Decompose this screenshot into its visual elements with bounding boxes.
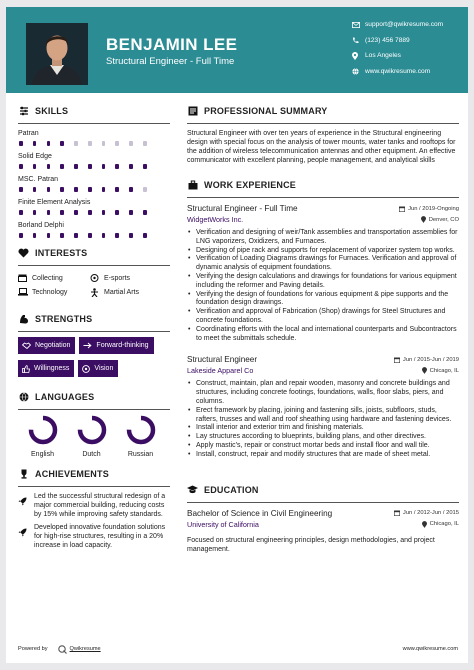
resume-page: [6, 7, 468, 663]
interest-item: E-sports: [90, 271, 162, 285]
job-bullet: • Coordinating efforts with the local and international counterparts and Subcontractors to meet the submittals schedule.: [187, 326, 459, 344]
rating-dot: [102, 141, 106, 146]
rating-dot: [60, 210, 64, 215]
profile-icon: [187, 106, 198, 117]
briefcase-icon: [187, 180, 198, 191]
handshake-icon: [22, 342, 31, 349]
interest-item: Martial Arts: [90, 285, 162, 299]
language-item: [18, 415, 67, 458]
achievements-section: [18, 466, 170, 550]
strength-tag: Vision: [78, 360, 118, 377]
rating-dot: [102, 164, 106, 169]
job-bullet: • Install, construct, repair and modify structures that are made of sheet metal.: [187, 451, 459, 460]
rating-dot: [129, 233, 133, 238]
globe-icon: [352, 68, 365, 75]
achievements-divider: [18, 486, 170, 487]
skills-list: [18, 129, 170, 239]
summary-divider: [187, 123, 459, 124]
job-bullet: • Verification and designing of weir/Tank assemblies and transportation assemblies for LNG vaporizers, Oxidizers, and Furnaces.: [187, 229, 459, 247]
interest-item: Technology: [18, 285, 90, 299]
job-location: Denver, CO: [421, 216, 459, 223]
arrow-forward-icon: [83, 342, 92, 349]
job-dates: Jun / 2015-Jun / 2019: [394, 357, 459, 363]
location-pin-icon: [422, 367, 427, 374]
rating-dot: [60, 164, 64, 169]
rating-dot: [33, 233, 37, 238]
job-bullet: • Construct, maintain, plan and repair wooden, masonry and concrete buildings and structures, including concrete footings, foundations, walls, floor slabs, piers, and columns.: [187, 380, 459, 406]
email-icon: [352, 22, 365, 28]
rating-dot: [60, 187, 64, 192]
skills-heading: SKILLS: [18, 103, 170, 119]
rating-dot: [115, 164, 119, 169]
rating-dot: [60, 233, 64, 238]
rating-dot: [74, 233, 78, 238]
job-bullet: • Verification and approval of Fabrication (Shop) drawings for Steel Structures and concrete foundations.: [187, 308, 459, 326]
rating-dot: [88, 141, 92, 146]
contact-phone[interactable]: (123) 456 7889: [352, 33, 466, 49]
job-bullet: • Verification of Loading Diagrams drawings for Furnaces. Verification and approval of dynamic analysis of equipment foundations.: [187, 255, 459, 273]
rating-dot: [74, 164, 78, 169]
education-section: [187, 482, 459, 554]
rating-dot: [115, 141, 119, 146]
interests-section: [18, 245, 170, 299]
skill-rating: [19, 187, 170, 193]
rating-dot: [74, 141, 78, 146]
skill-name: Finite Element Analysis: [18, 199, 91, 206]
contact-email[interactable]: support@qwikresume.com: [352, 17, 466, 33]
interests-list: [18, 271, 170, 299]
rating-dot: [74, 210, 78, 215]
calendar-icon: [394, 357, 400, 363]
rating-dot: [129, 164, 133, 169]
rating-dot: [19, 164, 23, 169]
interests-heading: INTERESTS: [18, 245, 170, 261]
gamepad-icon: [90, 274, 104, 282]
location-pin-icon: [352, 52, 365, 60]
skill-rating: [19, 233, 170, 239]
rating-dot: [129, 141, 133, 146]
job-entry: [187, 354, 459, 459]
skill-name: MSC. Patran: [18, 176, 59, 183]
experience-heading: WORK EXPERIENCE: [187, 177, 459, 193]
laptop-icon: [18, 288, 32, 296]
skill-name: Borland Delphi: [18, 222, 64, 229]
powered-by-label: Powered by: [18, 646, 48, 652]
languages-divider: [18, 409, 170, 410]
company-name: WidgetWorks Inc.: [187, 215, 244, 224]
rating-dot: [129, 210, 133, 215]
strength-tag: Willingness: [18, 360, 74, 377]
rating-dot: [115, 233, 119, 238]
languages-section: [18, 389, 170, 458]
rating-dot: [102, 233, 106, 238]
language-globe-icon: [18, 392, 29, 403]
skill-rating: [19, 164, 170, 170]
rating-dot: [33, 141, 37, 146]
job-title: Structural Engineer - Full Time: [187, 204, 298, 213]
rating-dot: [47, 164, 51, 169]
degree-title: Bachelor of Science in Civil Engineering: [187, 508, 333, 518]
job-bullet: • Verifying the design of foundations for various equipment & pipe supports and the foundation design drawings.: [187, 291, 459, 309]
rating-dot: [19, 233, 23, 238]
hearts-icon: [18, 248, 29, 259]
job-bullet: • Designing of pipe rack and supports for replacement of vaporizer system top works.: [187, 247, 459, 256]
brand-name[interactable]: Qwikresume: [69, 646, 101, 652]
achievement-item: Led the successful structural redesign of a major commercial building, reducing costs by 15% while improving safety standards.: [18, 492, 170, 519]
strength-tag: Negotiation: [18, 337, 75, 354]
left-column: [18, 103, 170, 554]
rating-dot: [102, 187, 106, 192]
skill-rating: [19, 210, 170, 216]
company-name: Lakeside Apparel Co: [187, 366, 254, 376]
skills-section: [18, 103, 170, 239]
education-heading: EDUCATION: [187, 482, 459, 498]
job-bullet: • Erect framework by placing, joining and fastening sills, joists, subfloors, studs, rafters, trusses and wall and roof sheathing using hardware and fastening devices.: [187, 407, 459, 425]
rating-dot: [143, 233, 147, 238]
language-item: [116, 415, 165, 458]
qwikresume-logo-icon: [58, 645, 67, 654]
language-name: Russian: [127, 451, 154, 458]
header-banner: [6, 7, 468, 93]
rating-dot: [47, 233, 51, 238]
graduation-cap-icon: [187, 484, 198, 495]
rating-dot: [47, 187, 51, 192]
rating-dot: [19, 210, 23, 215]
job-bullet: • Verifying the design calculations and drawings for foundations for various equipment including the reformer and Paving details.: [187, 273, 459, 291]
martial-arts-icon: [90, 288, 104, 297]
rating-dot: [60, 141, 64, 146]
language-gauge: [77, 415, 107, 445]
rocket-icon: [18, 523, 34, 550]
contact-block: [352, 17, 466, 79]
rating-dot: [74, 187, 78, 192]
strengths-heading: STRENGTHS: [18, 311, 170, 327]
candidate-title: Structural Engineer - Full Time: [106, 56, 235, 67]
education-dates: Jun / 2012-Jun / 2015: [394, 510, 459, 516]
rating-dot: [88, 210, 92, 215]
contact-location: Los Angeles: [352, 48, 466, 64]
job-entry: [187, 203, 459, 343]
job-dates: Jun / 2019-Ongoing: [399, 206, 459, 212]
candidate-name: BENJAMIN LEE: [106, 35, 238, 54]
rating-dot: [33, 187, 37, 192]
footer: [18, 642, 458, 656]
rating-dot: [129, 187, 133, 192]
education-location: Chicago, IL: [422, 521, 459, 528]
contact-website[interactable]: www.qwikresume.com: [352, 64, 466, 80]
summary-heading: PROFESSIONAL SUMMARY: [187, 103, 459, 119]
achievement-item: Developed innovative foundation solutions for high-rise structures, resulting in a 20% increase in load capacity.: [18, 523, 170, 550]
education-divider: [187, 502, 459, 503]
rating-dot: [102, 210, 106, 215]
strengths-divider: [18, 331, 170, 332]
location-pin-icon: [421, 216, 426, 223]
rating-dot: [33, 164, 37, 169]
rating-dot: [19, 187, 23, 192]
experience-divider: [187, 197, 459, 198]
interests-divider: [18, 265, 170, 266]
rating-dot: [88, 233, 92, 238]
rating-dot: [143, 164, 147, 169]
trophy-icon: [18, 469, 29, 480]
language-gauge: [28, 415, 58, 445]
right-column: [187, 103, 459, 554]
rating-dot: [47, 141, 51, 146]
skill-name: Patran: [18, 130, 39, 137]
rating-dot: [88, 187, 92, 192]
sliders-icon: [18, 106, 29, 117]
education-text: Focused on structural engineering principles, design methodologies, and project management.: [187, 536, 435, 553]
rating-dot: [33, 210, 37, 215]
thumbs-up-icon: [22, 365, 30, 373]
skills-divider: [18, 123, 170, 124]
job-bullet: • Apply mastic's, repair or construct mortar beds and install floor and wall tile.: [187, 442, 459, 451]
languages-list: [18, 415, 170, 458]
profile-photo: [26, 23, 88, 85]
strengths-list: [18, 337, 170, 383]
vision-icon: [82, 365, 90, 373]
rocket-icon: [18, 492, 34, 519]
language-name: Dutch: [82, 451, 101, 458]
languages-heading: LANGUAGES: [18, 389, 170, 405]
rating-dot: [115, 187, 119, 192]
language-name: English: [31, 451, 54, 458]
achievements-heading: ACHIEVEMENTS: [18, 466, 170, 482]
footer-url[interactable]: www.qwikresume.com: [402, 646, 458, 652]
language-gauge: [126, 415, 156, 445]
summary-section: [187, 103, 459, 165]
job-title: Structural Engineer: [187, 355, 258, 365]
job-bullets: [187, 229, 459, 343]
interest-item: Collecting: [18, 271, 90, 285]
rating-dot: [143, 187, 147, 192]
location-pin-icon: [422, 521, 427, 528]
rating-dot: [143, 141, 147, 146]
skill-name: Solid Edge: [18, 153, 52, 160]
calendar-icon: [394, 510, 400, 516]
strengths-section: [18, 311, 170, 383]
rating-dot: [143, 210, 147, 215]
job-bullet: • Install interior and exterior trim and finishing materials.: [187, 424, 459, 433]
rating-dot: [88, 164, 92, 169]
rating-dot: [47, 210, 51, 215]
job-bullets: [187, 380, 459, 459]
summary-text: Structural Engineer with over ten years of experience in the Structural engineering design with special focus on the analysis of tower mounts, water tanks and rooftops for the addition of wireless telecommunication antennas and other equipment. An effective communicator with excellent planning, people management, and analytical skills: [187, 130, 456, 164]
rating-dot: [19, 141, 23, 146]
phone-icon: [352, 37, 365, 44]
experience-section: [187, 177, 459, 460]
bicep-icon: [18, 314, 29, 325]
language-item: [67, 415, 116, 458]
collecting-icon: [18, 274, 32, 282]
school-name: University of California: [187, 519, 259, 529]
calendar-icon: [399, 206, 405, 212]
rating-dot: [115, 210, 119, 215]
job-location: Chicago, IL: [422, 367, 459, 374]
strength-tag: Forward-thinking: [79, 337, 153, 354]
skill-rating: [19, 141, 170, 147]
job-bullet: • Lay structures according to blueprints, building plans, and other directives.: [187, 433, 459, 442]
